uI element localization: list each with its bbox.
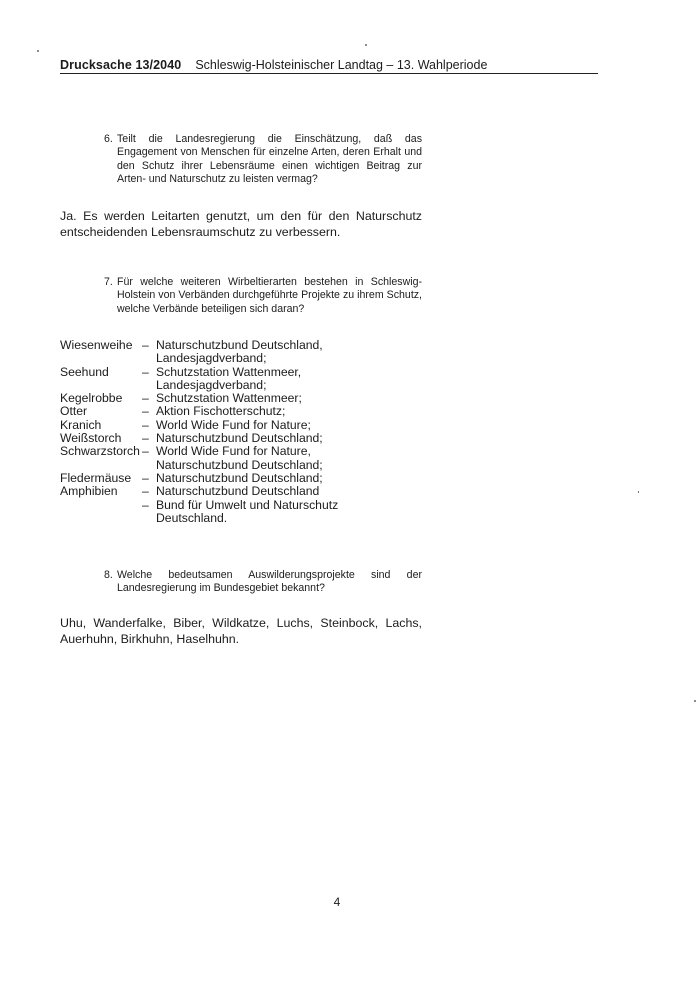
species-row (60, 485, 360, 525)
species-name: Seehund (60, 364, 109, 379)
organization-entry (142, 472, 360, 485)
organization-entry (142, 366, 360, 393)
organization-name: World Wide Fund for Nature, Naturschutzbund Deutschland; (156, 444, 323, 472)
organization-name: Bund für Umwelt und Naturschutz Deutschland. (156, 497, 339, 525)
organization-name: Naturschutzbund Deutschland; (156, 470, 323, 485)
organization-name: Aktion Fischotterschutz; (156, 404, 286, 419)
species-row (60, 392, 360, 405)
question-number: 6. (104, 133, 113, 145)
species-project-list (60, 339, 360, 525)
organization-list (142, 445, 360, 472)
organization-entry (142, 485, 360, 498)
answer-6: Ja. Es werden Leitarten genutzt, um den für den Naturschutz entscheidenden Lebensraumschutz zu verbessern. (60, 209, 422, 239)
organization-list (142, 366, 360, 393)
organization-name: World Wide Fund for Nature; (156, 417, 311, 432)
organization-name: Schutzstation Wattenmeer; (156, 391, 302, 406)
parliament-title: Schleswig-Holsteinischer Landtag – 13. Wahlperiode (195, 58, 488, 72)
scan-speck (694, 700, 696, 702)
question-text: Welche bedeutsamen Auswilderungsprojekte sind der Landesregierung im Bundesgebiet bekannt? (117, 569, 422, 595)
document-number: Drucksache 13/2040 (60, 58, 182, 72)
scan-speck (638, 491, 639, 493)
species-name: Amphibien (60, 484, 118, 499)
organization-list (142, 405, 360, 418)
list-dash: – (142, 338, 149, 352)
list-dash: – (142, 364, 149, 379)
organization-list (142, 432, 360, 445)
species-name: Fledermäuse (60, 470, 132, 485)
question-6 (104, 133, 422, 186)
question-text: Teilt die Landesregierung die Einschätzung, daß das Engagement von Menschen für einzelne Arten, deren Erhalt und den Schutz ihrer Lebensräume einen wichtigen Beitrag zur Arten- und Naturschutz zu leisten vermag? (117, 133, 422, 185)
organization-list (142, 485, 360, 525)
header-rule (60, 73, 598, 74)
organization-entry (142, 499, 360, 526)
organization-entry (142, 405, 360, 418)
list-dash: – (142, 417, 149, 432)
question-number: 7. (104, 276, 113, 288)
species-name: Kegelrobbe (60, 391, 123, 406)
organization-name: Naturschutzbund Deutschland; (156, 431, 323, 446)
organization-entry (142, 419, 360, 432)
species-name: Schwarzstorch (60, 444, 140, 459)
organization-list (142, 472, 360, 485)
question-number: 8. (104, 569, 113, 581)
list-dash: – (142, 484, 149, 499)
organization-list (142, 419, 360, 432)
species-row (60, 366, 360, 393)
species-name: Otter (60, 404, 88, 419)
scan-speck (365, 44, 367, 46)
list-dash: – (142, 497, 149, 512)
species-name: Wiesenweihe (60, 338, 133, 352)
species-row (60, 445, 360, 472)
list-dash: – (142, 431, 149, 446)
species-row (60, 339, 360, 366)
answer-8: Uhu, Wanderfalke, Biber, Wildkatze, Luchs, Steinbock, Lachs, Auerhuhn, Birkhuhn, Haselhuhn. (60, 616, 422, 646)
organization-entry (142, 445, 360, 472)
question-8 (104, 569, 422, 596)
page-header (60, 57, 598, 73)
species-name: Weißstorch (60, 431, 122, 446)
scan-speck (37, 50, 39, 52)
organization-list (142, 339, 360, 366)
species-name: Kranich (60, 417, 102, 432)
question-text: Für welche weiteren Wirbeltierarten bestehen in Schleswig-Holstein von Verbänden durchgeführte Projekte zu ihrem Schutz, welche Verbände beteiligen sich daran? (117, 276, 422, 315)
list-dash: – (142, 470, 149, 485)
organization-entry (142, 432, 360, 445)
species-row (60, 432, 360, 445)
question-7 (104, 276, 422, 316)
organization-entry (142, 339, 360, 366)
species-row (60, 419, 360, 432)
organization-name: Naturschutzbund Deutschland (156, 484, 320, 499)
list-dash: – (142, 404, 149, 419)
organization-list (142, 392, 360, 405)
species-row (60, 405, 360, 418)
organization-name: Naturschutzbund Deutschland, Landesjagdverband; (156, 338, 323, 366)
organization-name: Schutzstation Wattenmeer, Landesjagdverband; (156, 364, 302, 392)
organization-entry (142, 392, 360, 405)
page-number: 4 (333, 895, 341, 909)
species-row (60, 472, 360, 485)
list-dash: – (142, 444, 149, 459)
list-dash: – (142, 391, 149, 406)
